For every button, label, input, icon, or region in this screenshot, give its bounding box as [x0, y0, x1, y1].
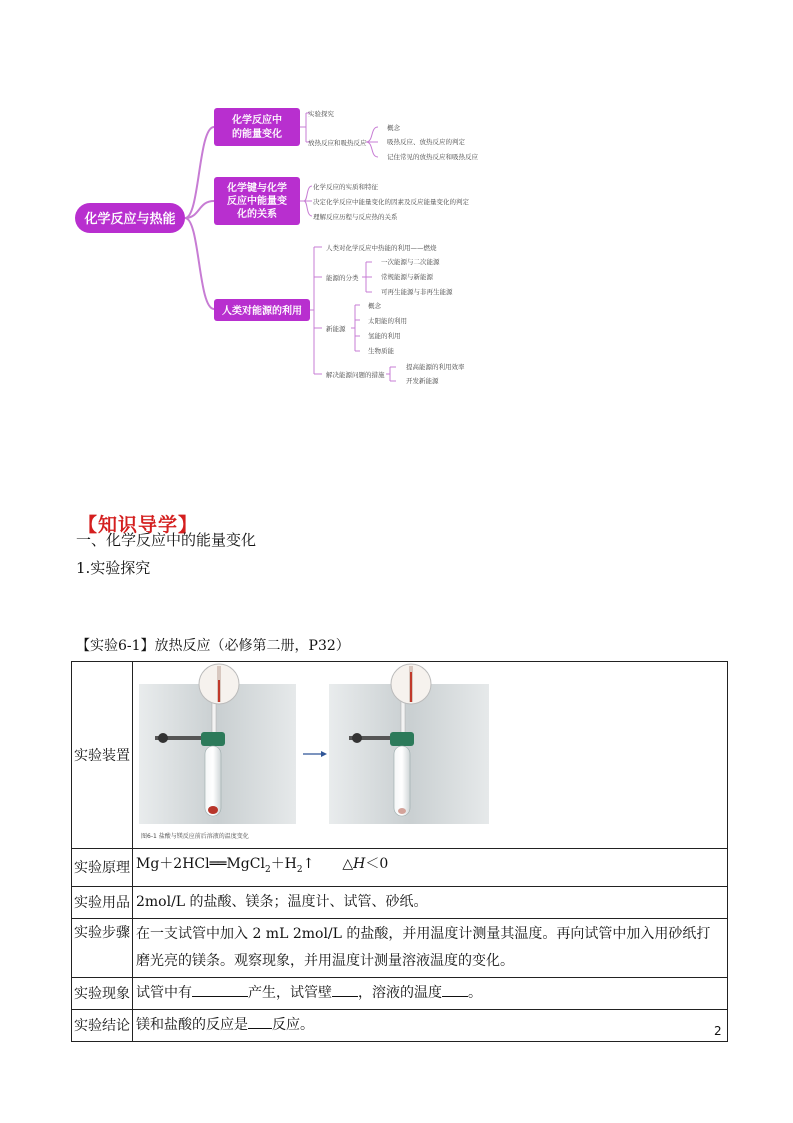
equation-part: Mg＋2HCl══MgCl: [136, 856, 265, 872]
mindmap-subitem: 吸热反应、放热反应的判定: [387, 138, 465, 146]
row-label: 实验用品: [72, 886, 133, 918]
branch-1-line-1: 化学反应中: [232, 115, 282, 126]
mindmap-subitem: 太阳能的利用: [368, 317, 407, 325]
mindmap-root-label: 化学反应与热能: [84, 212, 176, 227]
table-row: [72, 918, 728, 977]
branch-1-line-2: 的能量变化: [232, 129, 282, 140]
equation-part: ＋H: [270, 856, 297, 872]
equation-part: △: [342, 856, 354, 872]
stopper-icon: [201, 732, 225, 746]
mindmap-item: 能源的分类: [326, 274, 359, 282]
equation-part: ＜0: [365, 856, 389, 872]
row-label: 实验装置: [72, 662, 133, 849]
branch-2-line-2: 反应中能量变: [227, 196, 287, 207]
mindmap-subitem: 概念: [368, 302, 381, 310]
principle-cell: [133, 849, 728, 887]
phenomenon-cell: [133, 977, 728, 1009]
mindmap-subitem: 常规能源与新能源: [381, 273, 433, 281]
answer-blank[interactable]: [248, 1014, 272, 1029]
equation-part: H: [353, 856, 366, 872]
conclusion-cell: [133, 1009, 728, 1041]
experiment-title: 【实验6-1】放热反应（必修第二册，P32）: [76, 638, 350, 654]
mindmap-item: 理解反应历程与反应热的关系: [313, 213, 398, 221]
equation-part: ↑: [302, 856, 315, 872]
page-number: 2: [714, 1024, 722, 1038]
mindmap-item: 新能源: [326, 325, 346, 333]
answer-blank[interactable]: [332, 982, 358, 997]
mindmap-subitem: 一次能源与二次能源: [381, 258, 440, 266]
answer-blank[interactable]: [192, 982, 248, 997]
steps-cell: 在一支试管中加入 2 mL 2mol/L 的盐酸，并用温度计测量其温度。再向试管中加入用砂纸打磨光亮的镁条。观察现象，并用温度计测量溶液温度的变化。: [133, 918, 728, 977]
mindmap-item: 人类对化学反应中热能的利用——燃烧: [326, 244, 437, 252]
apparatus-cell: [133, 662, 728, 849]
materials-cell: 2mol/L 的盐酸、镁条；温度计、试管、砂纸。: [133, 886, 728, 918]
table-row: [72, 886, 728, 918]
branch-2-line-3: 化的关系: [237, 209, 277, 220]
text-part: 镁和盐酸的反应是: [136, 1016, 248, 1033]
mindmap-subitem: 概念: [387, 124, 400, 132]
test-tube-icon: [394, 746, 410, 816]
heading-experiment-explore: 1.实验探究: [76, 559, 151, 577]
mindmap-subitem: 开发新能源: [406, 377, 439, 385]
mindmap-subitem: 生物质能: [368, 347, 394, 355]
test-tube-icon: [205, 746, 221, 816]
row-label: 实验现象: [72, 977, 133, 1009]
mindmap-item: 实验探究: [308, 110, 334, 118]
mindmap-subitem: 氢能的利用: [368, 332, 401, 340]
table-row: [72, 1009, 728, 1041]
row-label: 实验结论: [72, 1009, 133, 1041]
mindmap-item: 决定化学反应中能量变化的因素及反应能量变化的判定: [313, 198, 469, 206]
text-part: 。: [468, 984, 482, 1001]
row-label: 实验步骤: [72, 918, 133, 977]
mindmap-item: 化学反应的实质和特征: [313, 183, 378, 191]
mindmap-branch-energy-change: [214, 108, 300, 146]
experiment-table: [71, 661, 728, 1042]
subscript: 2: [264, 864, 271, 875]
heading-energy-change: 一、化学反应中的能量变化: [76, 531, 257, 549]
mindmap-subitem: 可再生能源与非再生能源: [381, 288, 453, 296]
text-part: 试管中有: [136, 984, 192, 1001]
subscript: 2: [296, 864, 303, 875]
answer-blank[interactable]: [442, 982, 468, 997]
text-part: 反应。: [272, 1016, 314, 1033]
figure-caption: 图6-1 盐酸与镁反应前后溶液的温度变化: [141, 833, 249, 840]
row-label: 实验原理: [72, 849, 133, 887]
mindmap-item: 解决能源问题的措施: [326, 371, 385, 379]
stopper-icon: [390, 732, 414, 746]
table-row: [72, 662, 728, 849]
branch-2-line-1: 化学键与化学: [227, 183, 287, 194]
text-part: ，溶液的温度: [358, 984, 442, 1001]
branch-3-line-1: 人类对能源的利用: [222, 306, 302, 317]
mindmap-subitem: 提高能源的利用效率: [406, 363, 465, 371]
apparatus-figure: [133, 662, 727, 848]
mindmap-subitem: 记住常见的放热反应和吸热反应: [387, 153, 478, 161]
mindmap-item: 放热反应和吸热反应: [308, 139, 367, 147]
section-title: 【知识导学】: [78, 514, 199, 536]
table-row: [72, 977, 728, 1009]
table-row: [72, 849, 728, 887]
text-part: 产生，试管壁: [248, 984, 332, 1001]
mindmap: [0, 0, 793, 400]
